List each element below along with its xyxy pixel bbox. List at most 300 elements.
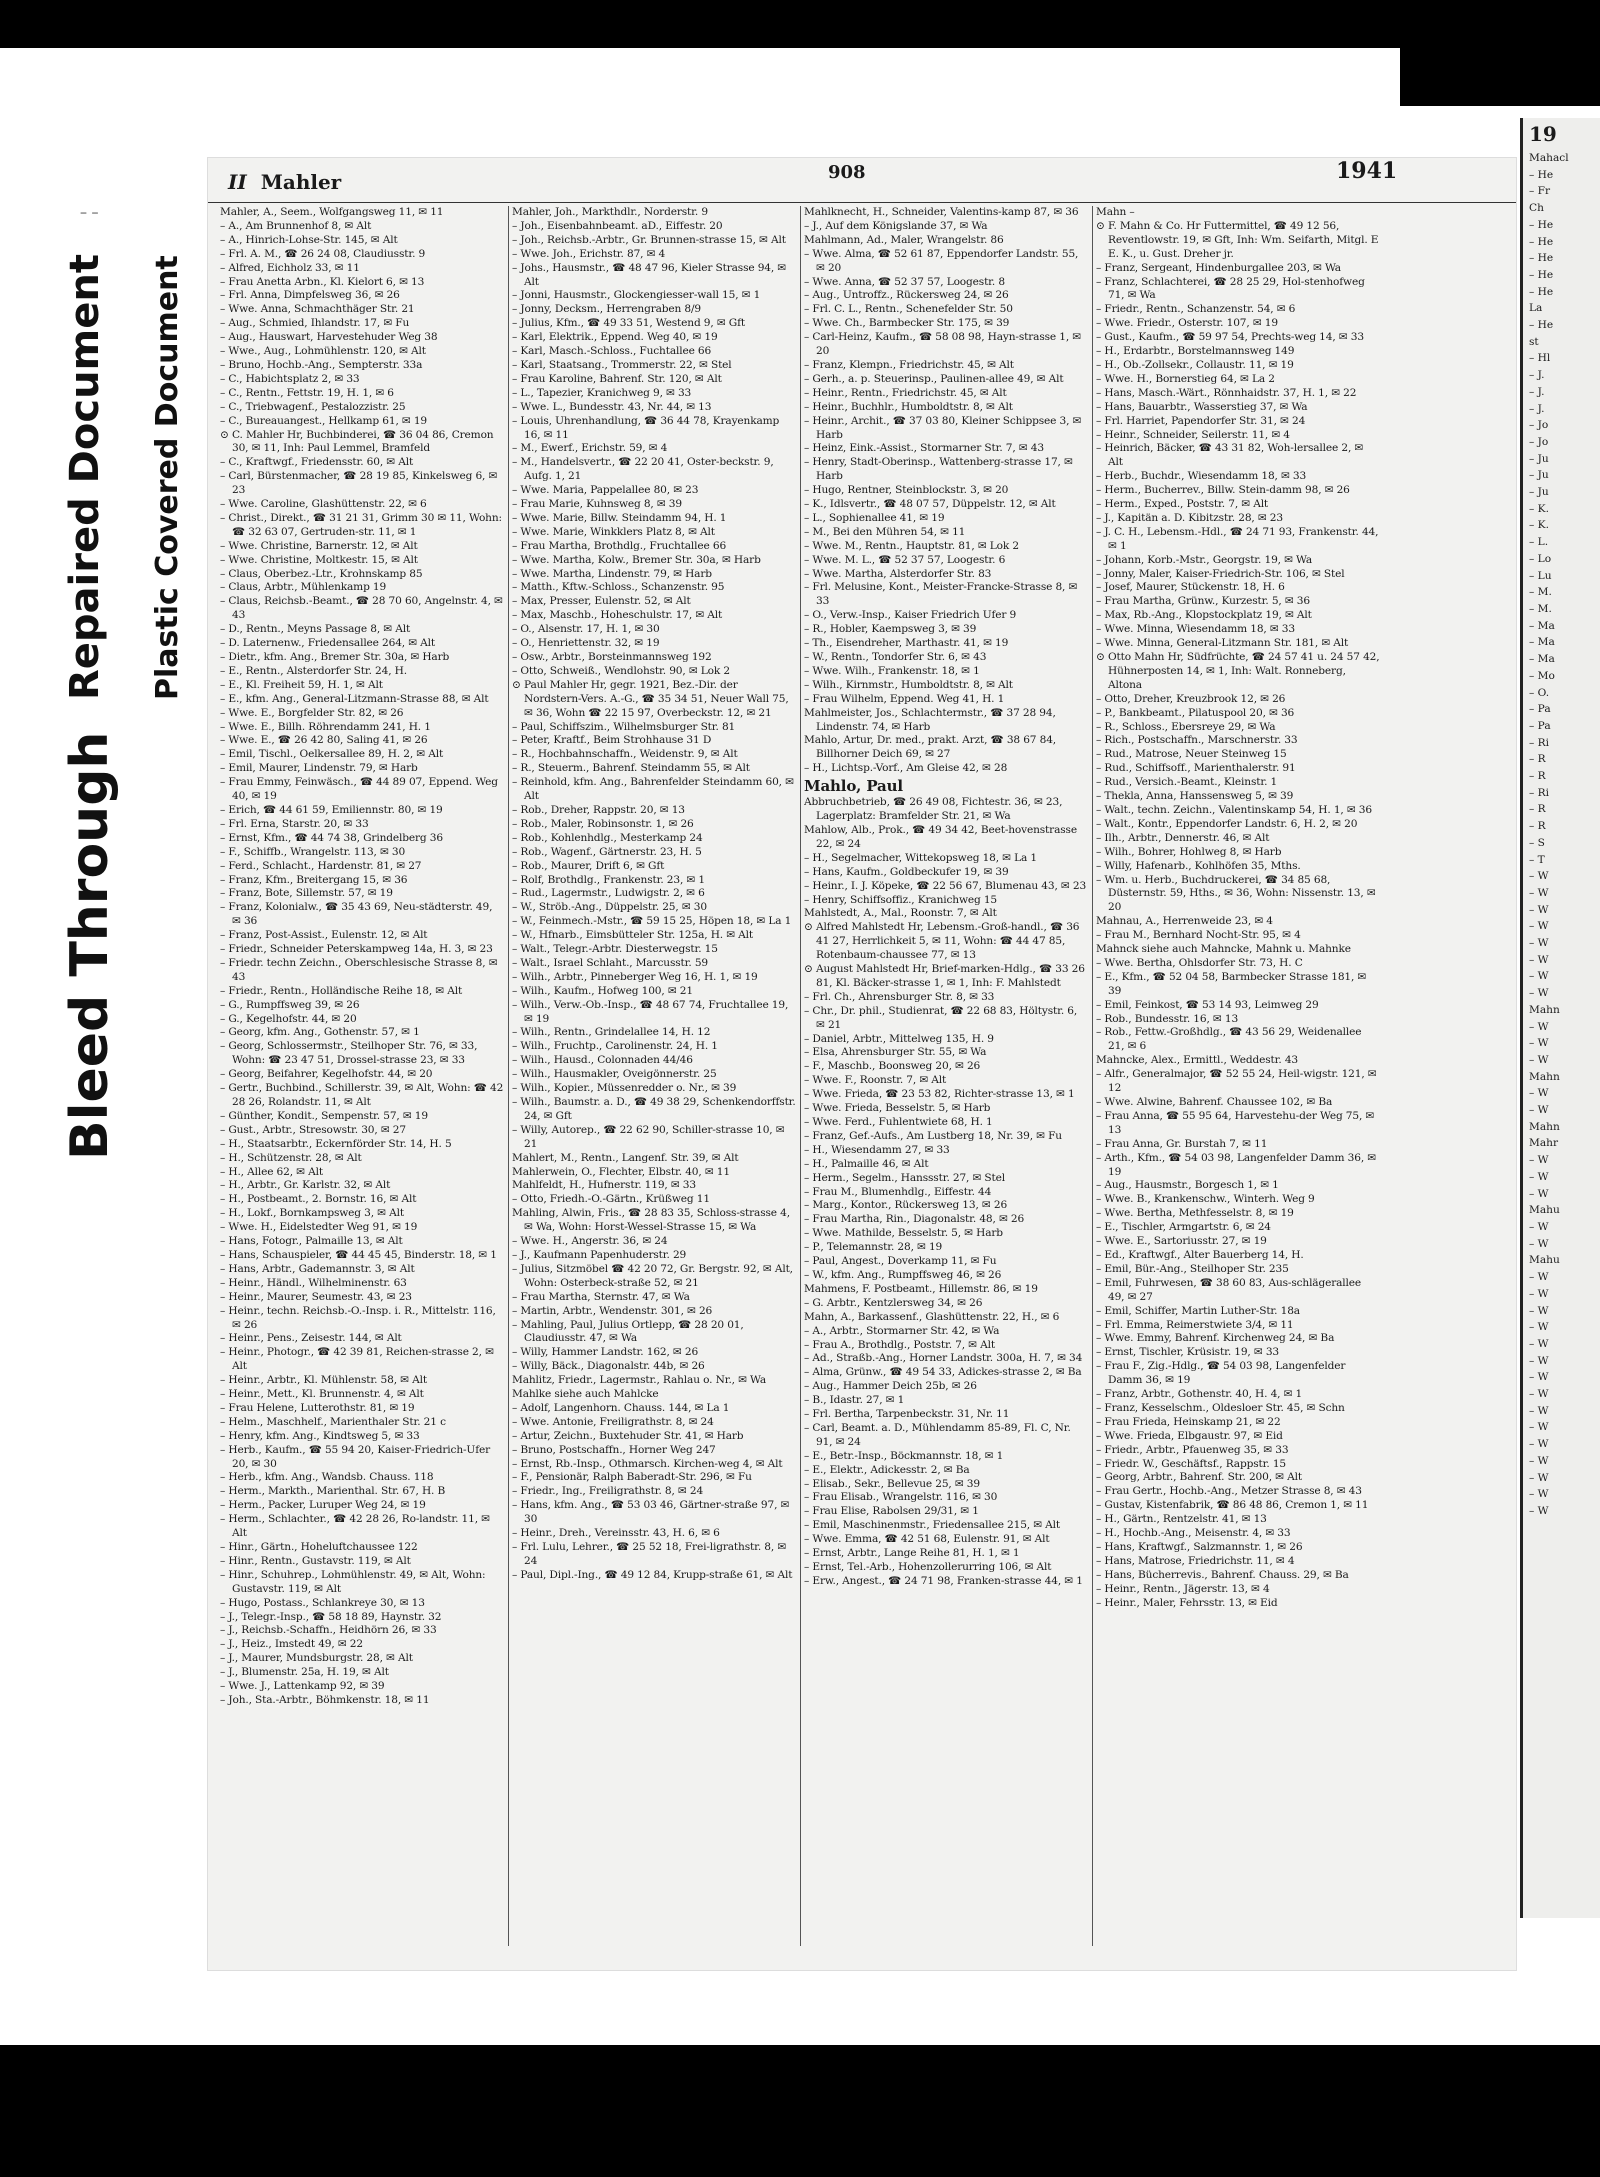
directory-entry: – Rob., Maler, Robinsonstr. 1, ✉ 26 xyxy=(512,817,694,830)
directory-entry: – Herm., Exped., Poststr. 7, ✉ Alt xyxy=(1096,498,1269,511)
directory-entry: – Wwe. Ferd., Fuhlentwiete 68, H. 1 xyxy=(804,1116,993,1128)
directory-entry: ⊙ Otto Mahn Hr, Südfrüchte, ☎ 24 57 41 u. 24 57 42, Hühnerposten 14, ✉ 1, Inh: Walt. Ronneberg, Altona xyxy=(1096,651,1380,691)
adjacent-line: – K. xyxy=(1529,502,1549,515)
directory-entry: – Gerh., a. p. Steuerinsp., Paulinen-allee 49, ✉ Alt xyxy=(804,372,1064,385)
directory-entry: – Heinr., Rentn., Friedrichstr. 45, ✉ Alt xyxy=(804,386,1007,399)
directory-entry: – Wilh., Kirnmstr., Humboldtstr. 8, ✉ Alt xyxy=(804,678,1013,691)
directory-entry: – E., Tischler, Armgartstr. 6, ✉ 24 xyxy=(1096,1221,1271,1234)
directory-entry: – Friedr. W., Geschäftsf., Rappstr. 15 xyxy=(1096,1457,1286,1470)
directory-entry: – Wilh., Arbtr., Pinneberger Weg 16, H. 1, ✉ 19 xyxy=(512,970,758,983)
directory-entry: – Emil, Fuhrwesen, ☎ 38 60 83, Aus-schlägerallee 49, ✉ 27 xyxy=(1096,1276,1362,1303)
directory-entry: – Heinr., Mett., Kl. Brunnenstr. 4, ✉ Alt xyxy=(220,1388,424,1401)
adjacent-line: – Mo xyxy=(1529,669,1555,682)
directory-entry: – Wwe. Maria, Pappelallee 80, ✉ 23 xyxy=(512,484,699,497)
directory-entry: Mahlfeldt, H., Hufnerstr. 119, ✉ 33 xyxy=(512,1179,696,1192)
directory-entry: – Frau Gertr., Hochb.-Ang., Metzer Strasse 8, ✉ 43 xyxy=(1096,1485,1362,1498)
directory-entry: – Wilh., Hausmakler, Oveigönnerstr. 25 xyxy=(512,1068,717,1081)
adjacent-page-strip xyxy=(1520,118,1600,1918)
adjacent-line: Mahn xyxy=(1529,1070,1560,1083)
directory-entry: – Rud., Schiffsoff., Marienthalerstr. 91 xyxy=(1096,762,1296,775)
directory-entry: – E., Betr.-Insp., Böckmannstr. 18, ✉ 1 xyxy=(804,1449,1004,1462)
adjacent-line: – R xyxy=(1529,803,1546,816)
directory-entry: Mahlknecht, H., Schneider, Valentins-kamp 87, ✉ 36 xyxy=(804,206,1079,218)
adjacent-line: – He xyxy=(1529,168,1554,181)
directory-entry: – Franz, Schlachterei, ☎ 28 25 29, Hol-stenhofweg 71, ✉ Wa xyxy=(1096,275,1365,302)
directory-entry: – Frau Marie, Kuhnsweg 8, ✉ 39 xyxy=(512,498,682,511)
directory-entry: – Willy, Bäck., Diagonalstr. 44b, ✉ 26 xyxy=(512,1360,705,1373)
directory-entry: – H., Schützenstr. 28, ✉ Alt xyxy=(220,1151,362,1164)
directory-entry: – Alfr., Generalmajor, ☎ 52 55 24, Heil-wigstr. 121, ✉ 12 xyxy=(1096,1068,1377,1095)
adjacent-line: – Fr xyxy=(1529,185,1551,198)
directory-entry: – E., Kfm., ☎ 52 04 58, Barmbecker Strasse 181, ✉ 39 xyxy=(1096,970,1367,997)
directory-entry: – Hugo, Rentner, Steinblockstr. 3, ✉ 20 xyxy=(804,484,1009,497)
directory-entry: – Ernst, Tel.-Arb., Hohenzollerurring 106, ✉ Alt xyxy=(804,1561,1052,1573)
directory-entry: – Rud., Lagermstr., Ludwigstr. 2, ✉ 6 xyxy=(512,887,705,900)
directory-entry: – Friedr. techn Zeichn., Oberschlesische Strasse 8, ✉ 43 xyxy=(220,956,498,983)
directory-entry: – Franz, Arbtr., Gothenstr. 40, H. 4, ✉ 1 xyxy=(1096,1388,1303,1401)
directory-entry: – W., Hfnarb., Eimsbütteler Str. 125a, H. ✉ Alt xyxy=(512,929,754,942)
directory-entry: – Louis, Uhrenhandlung, ☎ 36 44 78, Krayenkamp 16, ✉ 11 xyxy=(512,414,780,441)
adjacent-line: – He xyxy=(1529,235,1554,248)
directory-entry: – Gertr., Buchbind., Schillerstr. 39, ✉ Alt, Wohn: ☎ 42 28 26, Rolandstr. 11, ✉ Alt xyxy=(220,1082,504,1108)
directory-entry: – Frl. Melusine, Kont., Meister-Francke-Strasse 8, ✉ 33 xyxy=(804,581,1078,608)
directory-entry: – Henry, Stadt-Oberinsp., Wattenberg-strasse 17, ✉ Harb xyxy=(804,456,1073,483)
directory-entry: – Frau Emmy, Feinwäsch., ☎ 44 89 07, Eppend. Weg 40, ✉ 19 xyxy=(220,776,498,803)
directory-entry: – Frau Martha, Sternstr. 47, ✉ Wa xyxy=(512,1290,690,1303)
adjacent-line: – W xyxy=(1529,1287,1549,1300)
directory-entry: – Wwe., Aug., Lohmühlenstr. 120, ✉ Alt xyxy=(220,345,426,358)
directory-entry: – Carl, Bürstenmacher, ☎ 28 19 85, Kinkelsweg 6, ✉ 23 xyxy=(220,470,498,497)
column-1 xyxy=(220,206,504,1956)
directory-entry: – Wwe. M., Rentn., Hauptstr. 81, ✉ Lok 2 xyxy=(804,539,1019,552)
directory-entry: – Gust., Arbtr., Stresowstr. 30, ✉ 27 xyxy=(220,1123,406,1136)
adjacent-line: – Ma xyxy=(1529,653,1555,666)
directory-entry: – Wwe. Minna, General-Litzmann Str. 181, ✉ Alt xyxy=(1096,637,1349,650)
adjacent-line: Mahacl xyxy=(1529,152,1569,164)
directory-entry: – Herm., Markth., Marienthal. Str. 67, H. B xyxy=(220,1485,446,1498)
directory-entry: – Matth., Kftw.-Schloss., Schanzenstr. 95 xyxy=(512,581,725,594)
scan-border-top xyxy=(0,0,1600,48)
directory-entry: – Wilh., Kopier., Müssenredder o. Nr., ✉ 39 xyxy=(512,1082,737,1095)
directory-entry: – R., Steuerm., Bahrenf. Steindamm 55, ✉ Alt xyxy=(512,762,750,775)
directory-entry: – Heinr., Archit., ☎ 37 03 80, Kleiner Schippsee 3, ✉ Harb xyxy=(804,414,1082,441)
directory-entry: – Wwe. Alma, ☎ 52 61 87, Eppendorfer Landstr. 55, ✉ 20 xyxy=(804,247,1079,274)
adjacent-line: – W xyxy=(1529,1187,1549,1200)
directory-entry: – J., Maurer, Mundsburgstr. 28, ✉ Alt xyxy=(220,1652,413,1665)
directory-entry: – Rob., Maurer, Drift 6, ✉ Gft xyxy=(512,859,665,872)
directory-entry: – H., Lichtsp.-Vorf., Am Gleise 42, ✉ 28 xyxy=(804,762,1008,775)
directory-entry: – Friedr., Rentn., Holländische Reihe 18, ✉ Alt xyxy=(220,984,463,997)
directory-entry: – Elsa, Ahrensburger Str. 55, ✉ Wa xyxy=(804,1046,987,1059)
directory-entry: – Heinz, Eink.-Assist., Stormarner Str. 7, ✉ 43 xyxy=(804,442,1044,455)
directory-entry: – L., Sophienallee 41, ✉ 19 xyxy=(804,511,945,524)
directory-entry: – Frl. C. L., Rentn., Schenefelder Str. 50 xyxy=(804,303,1013,316)
directory-entry: – Wwe. Ch., Barmbecker Str. 175, ✉ 39 xyxy=(804,317,1010,330)
directory-entry: – Wwe. Marie, Winkklers Platz 8, ✉ Alt xyxy=(512,525,715,538)
directory-entry: – Paul, Angest., Doverkamp 11, ✉ Fu xyxy=(804,1255,997,1268)
directory-entry: – Arth., Kfm., ☎ 54 03 98, Langenfelder Damm 36, ✉ 19 xyxy=(1096,1151,1376,1178)
directory-entry: – Aug., Schmied, Ihlandstr. 17, ✉ Fu xyxy=(220,317,410,330)
adjacent-line: – Ju xyxy=(1529,469,1549,482)
directory-entry: – Rob., Kohlenhdlg., Mesterkamp 24 xyxy=(512,831,703,844)
adjacent-line: La xyxy=(1529,302,1543,315)
directory-entry: – G., Rumpffsweg 39, ✉ 26 xyxy=(220,998,360,1011)
directory-entry: – Wilh., Verw.-Ob.-Insp., ☎ 48 67 74, Fruchtallee 19, ✉ 19 xyxy=(512,998,789,1025)
adjacent-line: – J. xyxy=(1529,385,1545,398)
directory-entry: – H., Lokf., Bornkampsweg 3, ✉ Alt xyxy=(220,1207,404,1220)
adjacent-line: Mahu xyxy=(1529,1254,1560,1267)
running-head xyxy=(228,170,341,194)
directory-entry: – Georg, Arbtr., Bahrenf. Str. 200, ✉ Alt xyxy=(1096,1471,1302,1484)
directory-entry: – Ernst, Kfm., ☎ 44 74 38, Grindelberg 36 xyxy=(220,831,443,844)
directory-entry: – Wwe. Bertha, Ohlsdorfer Str. 73, H. C xyxy=(1096,956,1303,969)
directory-entry: Mahler, A., Seem., Wolfgangsweg 11, ✉ 11 xyxy=(220,206,444,218)
directory-entry: ⊙ August Mahlstedt Hr, Brief-marken-Hdlg., ☎ 33 26 81, Kl. Bäcker-strasse 1, ✉ 1, Inh: F. Mahlstedt xyxy=(804,963,1085,989)
directory-entry: – Henry, kfm. Ang., Kindtsweg 5, ✉ 33 xyxy=(220,1429,420,1442)
adjacent-line: – J. xyxy=(1529,402,1545,415)
directory-entry: – Heinrich, Bäcker, ☎ 43 31 82, Woh-lersallee 2, ✉ Alt xyxy=(1096,442,1364,469)
directory-entry: – Joh., Reichsb.-Arbtr., Gr. Brunnen-strasse 15, ✉ Alt xyxy=(512,233,786,246)
directory-entry: Mahlmeister, Jos., Schlachtermstr., ☎ 37 28 94, Lindenstr. 74, ✉ Harb xyxy=(804,706,1056,733)
directory-entry: – Wwe. Alwine, Bahrenf. Chaussee 102, ✉ Ba xyxy=(1096,1096,1333,1108)
directory-entry: ⊙ F. Mahn & Co. Hr Futtermittel, ☎ 49 12 56, Reventlowstr. 19, ✉ Gft, Inh: Wm. Seifarth, Mitgl. E E. K., u. Gust. Dreher jr. xyxy=(1096,219,1379,260)
directory-entry: – Emil, Schiffer, Martin Luther-Str. 18a xyxy=(1096,1304,1300,1317)
directory-entry: – Hans, kfm. Ang., ☎ 53 03 46, Gärtner-straße 97, ✉ 30 xyxy=(512,1499,790,1526)
label-repaired-document: Repaired Document xyxy=(62,254,108,700)
directory-entry: – Wwe. Christine, Barnerstr. 12, ✉ Alt xyxy=(220,539,418,552)
directory-entry: – Marg., Kontor., Rückersweg 13, ✉ 26 xyxy=(804,1199,1008,1212)
directory-entry: – Claus, Arbtr., Mühlenkamp 19 xyxy=(220,581,387,594)
directory-entry: – Max, Presser, Eulenstr. 52, ✉ Alt xyxy=(512,595,691,608)
directory-entry: – A., Am Brunnenhof 8, ✉ Alt xyxy=(220,219,372,232)
directory-entry: – Willy, Hammer Landstr. 162, ✉ 26 xyxy=(512,1346,699,1359)
running-head-name: Mahler xyxy=(260,170,342,194)
directory-entry: – Emil, Tischl., Oelkersallee 89, H. 2, ✉ Alt xyxy=(220,748,444,761)
directory-entry: – Otto, Schweiß., Wendlohstr. 90, ✉ Lok 2 xyxy=(512,664,730,677)
directory-entry: – Ernst, Rb.-Insp., Othmarsch. Kirchen-weg 4, ✉ Alt xyxy=(512,1457,783,1470)
directory-entry: – Wwe. Wilh., Frankenstr. 18, ✉ 1 xyxy=(804,664,980,677)
directory-entry: – H., Postbeamt., 2. Bornstr. 16, ✉ Alt xyxy=(220,1193,417,1206)
directory-entry: – C., Habichtsplatz 2, ✉ 33 xyxy=(220,372,360,385)
adjacent-line: – He xyxy=(1529,268,1554,281)
directory-entry: – B., Idastr. 27, ✉ 1 xyxy=(804,1394,905,1407)
directory-entry: – A., Arbtr., Stormarner Str. 42, ✉ Wa xyxy=(804,1324,1000,1337)
directory-entry: – Wwe. Minna, Wiesendamm 18, ✉ 33 xyxy=(1096,623,1295,636)
directory-entry: – Wwe. Marie, Billw. Steindamm 94, H. 1 xyxy=(512,511,727,524)
directory-entry: – Mahling, Paul, Julius Ortlepp, ☎ 28 20 01, Claudiusstr. 47, ✉ Wa xyxy=(512,1318,744,1345)
directory-entry: – Frau Martha, Brothdlg., Fruchtallee 66 xyxy=(512,539,727,552)
directory-entry: – Frau Helene, Lutterothstr. 81, ✉ 19 xyxy=(220,1401,415,1414)
directory-entry: – J., Telegr.-Insp., ☎ 58 18 89, Haynstr. 32 xyxy=(220,1610,442,1623)
directory-entry: – Wwe. E., ☎ 26 42 80, Saling 41, ✉ 26 xyxy=(220,734,428,747)
directory-entry: – Wwe. E., Borgfelder Str. 82, ✉ 26 xyxy=(220,706,404,719)
directory-entry: – Wwe. Emma, ☎ 42 51 68, Eulenstr. 91, ✉ Alt xyxy=(804,1533,1050,1546)
directory-entry: – Frau Karoline, Bahrenf. Str. 120, ✉ Alt xyxy=(512,372,722,385)
directory-entry: – Wwe. Christine, Moltkestr. 15, ✉ Alt xyxy=(220,553,418,566)
adjacent-line: – W xyxy=(1529,870,1549,883)
directory-entry: – Otto, Friedh.-O.-Gärtn., Krüßweg 11 xyxy=(512,1193,710,1206)
directory-entry: – E., Kl. Freiheit 59, H. 1, ✉ Alt xyxy=(220,678,383,691)
directory-entry: – Herb., Kaufm., ☎ 55 94 20, Kaiser-Friedrich-Ufer 20, ✉ 30 xyxy=(220,1443,491,1470)
directory-entry: – Hans, Schauspieler, ☎ 44 45 45, Binderstr. 18, ✉ 1 xyxy=(220,1248,497,1261)
adjacent-line: – W xyxy=(1529,1321,1549,1334)
adjacent-line: – W xyxy=(1529,987,1549,1000)
directory-entry: – Friedr., Schneider Peterskampweg 14a, H. 3, ✉ 23 xyxy=(220,943,493,956)
directory-entry: – W., Rentn., Tondorfer Str. 6, ✉ 43 xyxy=(804,651,987,663)
directory-entry: – Daniel, Arbtr., Mittelweg 135, H. 9 xyxy=(804,1032,994,1045)
directory-entry: – Johs., Hausmstr., ☎ 48 47 96, Kieler Strasse 94, ✉ Alt xyxy=(512,261,787,288)
adjacent-line: – Ri xyxy=(1529,786,1550,799)
adjacent-line: Ch xyxy=(1529,202,1544,215)
directory-entry: – Franz, Sergeant, Hindenburgallee 203, ✉ Wa xyxy=(1096,261,1341,274)
directory-entry: – Wwe. Frieda, Besselstr. 5, ✉ Harb xyxy=(804,1102,991,1115)
adjacent-line: – Ri xyxy=(1529,736,1550,749)
directory-entry: – Artur, Zeichn., Buxtehuder Str. 41, ✉ Harb xyxy=(512,1429,744,1442)
directory-entry: – Wilh., Kaufm., Hofweg 100, ✉ 21 xyxy=(512,984,693,997)
directory-entry: – Herm., Bucherrev., Billw. Stein-damm 98, ✉ 26 xyxy=(1096,484,1350,497)
column-2 xyxy=(512,206,796,1956)
directory-entry: – R., Hochbahnschaffn., Weidenstr. 9, ✉ Alt xyxy=(512,748,738,761)
directory-entry: – Friedr., Ing., Freiligrathstr. 8, ✉ 24 xyxy=(512,1485,704,1498)
directory-entry: – Wwe. L., Bundesstr. 43, Nr. 44, ✉ 13 xyxy=(512,400,712,413)
adjacent-line: – Jo xyxy=(1529,435,1549,448)
directory-entry: – Heinr., Händl., Wilhelminenstr. 63 xyxy=(220,1276,407,1289)
directory-entry: – Erw., Angest., ☎ 24 71 98, Franken-strasse 44, ✉ 1 xyxy=(804,1574,1083,1587)
section-numeral: II xyxy=(228,170,247,194)
directory-entry: – Wwe. Mathilde, Besselstr. 5, ✉ Harb xyxy=(804,1227,1003,1240)
directory-entry: – Frl. A. M., ☎ 26 24 08, Claudiusstr. 9 xyxy=(220,247,426,260)
directory-entry: Mahlstedt, A., Mal., Roonstr. 7, ✉ Alt xyxy=(804,907,997,920)
directory-entry: – Heinr., Rentn., Jägerstr. 13, ✉ 4 xyxy=(1096,1582,1270,1595)
adjacent-line: – W xyxy=(1529,1504,1549,1517)
column-rule xyxy=(800,206,801,1946)
directory-entry: – Joh., Sta.-Arbtr., Böhmkenstr. 18, ✉ 11 xyxy=(220,1693,430,1706)
column-4 xyxy=(1096,206,1380,1956)
directory-entry: – Frau Elise, Rabolsen 29/31, ✉ 1 xyxy=(804,1505,979,1518)
adjacent-line: – W xyxy=(1529,1304,1549,1317)
directory-entry: – Georg, Beifahrer, Kegelhofstr. 44, ✉ 20 xyxy=(220,1068,433,1081)
directory-entry: – Frau F., Zig.-Hdlg., ☎ 54 03 98, Langenfelder Damm 36, ✉ 19 xyxy=(1096,1360,1346,1387)
directory-entry: – H., Wiesendamm 27, ✉ 33 xyxy=(804,1143,950,1156)
directory-entry: – Rob., Dreher, Rappstr. 20, ✉ 13 xyxy=(512,803,685,816)
directory-entry: – Heinr., techn. Reichsb.-O.-Insp. i. R., Mittelstr. 116, ✉ 26 xyxy=(220,1304,496,1331)
adjacent-line: – W xyxy=(1529,1087,1549,1100)
directory-entry: – Franz, Kesselschm., Oldesloer Str. 45, ✉ Schn xyxy=(1096,1401,1345,1414)
directory-entry: – Peter, Kraftf., Beim Strohhause 31 D xyxy=(512,734,712,747)
adjacent-line: – Lu xyxy=(1529,569,1552,582)
directory-entry: – Rob., Wagenf., Gärtnerstr. 23, H. 5 xyxy=(512,845,702,858)
directory-entry: Mahlert, M., Rentn., Langenf. Str. 39, ✉ Alt xyxy=(512,1151,739,1164)
directory-entry: – Ed., Kraftwgf., Alter Bauerberg 14, H. xyxy=(1096,1248,1304,1261)
directory-entry: – D., Rentn., Meyns Passage 8, ✉ Alt xyxy=(220,623,411,636)
adjacent-line: Mahn xyxy=(1529,1120,1560,1133)
directory-entry: – P., Bankbeamt., Pilatuspool 20, ✉ 36 xyxy=(1096,706,1295,719)
directory-entry: – Wwe. Friedr., Osterstr. 107, ✉ 19 xyxy=(1096,317,1278,330)
directory-entry: – Frau Wilhelm, Eppend. Weg 41, H. 1 xyxy=(804,692,1005,705)
directory-entry: – C., Triebwagenf., Pestalozzistr. 25 xyxy=(220,400,406,413)
directory-entry: – Emil, Feinkost, ☎ 53 14 93, Leimweg 29 xyxy=(1096,998,1319,1011)
directory-entry: Abbruchbetrieb, ☎ 26 49 08, Fichtestr. 36, ✉ 23, Lagerplatz: Bramfelder Str. 21, ✉ Wa xyxy=(804,796,1063,823)
directory-entry: – D. Laternenw., Friedensallee 264, ✉ Alt xyxy=(220,637,436,650)
adjacent-line: – Pa xyxy=(1529,719,1551,732)
adjacent-line: Mahu xyxy=(1529,1204,1560,1217)
directory-entry: – Heinr., Pens., Zeisestr. 144, ✉ Alt xyxy=(220,1332,402,1345)
directory-entry: – M., Bei den Mühren 54, ✉ 11 xyxy=(804,525,966,538)
adjacent-line: – M. xyxy=(1529,586,1552,599)
directory-entry: ⊙ Paul Mahler Hr, gegr. 1921, Bez.-Dir. der Nordstern-Vers. A.-G., ☎ 35 34 51, Neuer Wall 75, ✉ 36, Wohn ☎ 22 15 97, Overbeckstr. 12, ✉ 21 xyxy=(512,678,789,719)
adjacent-line: – W xyxy=(1529,1020,1549,1033)
page-header xyxy=(208,158,1516,203)
adjacent-line: – T xyxy=(1529,853,1545,866)
directory-entry: – F., Maschb., Boonsweg 20, ✉ 26 xyxy=(804,1060,981,1073)
directory-entry: – Osw., Arbtr., Borsteinmannsweg 192 xyxy=(512,651,712,663)
directory-entry: – Heinr., Photogr., ☎ 42 39 81, Reichen-strasse 2, ✉ Alt xyxy=(220,1346,494,1373)
directory-entry: Mahler, Joh., Markthdlr., Norderstr. 9 xyxy=(512,206,708,218)
directory-entry: – Max, Maschb., Hoheschulstr. 17, ✉ Alt xyxy=(512,609,723,622)
directory-entry: – J., Auf dem Königslande 37, ✉ Wa xyxy=(804,219,988,232)
directory-entry: – Rud., Versich.-Beamt., Kleinstr. 1 xyxy=(1096,776,1278,789)
directory-entry: – Martin, Arbtr., Wendenstr. 301, ✉ 26 xyxy=(512,1304,713,1317)
directory-entry: – Wwe. F., Roonstr. 7, ✉ Alt xyxy=(804,1074,947,1087)
directory-entry: ⊙ C. Mahler Hr, Buchbinderei, ☎ 36 04 86, Cremon 30, ✉ 11, Inh: Paul Lemmel, Bramfeld xyxy=(220,428,494,455)
directory-entry: – Wilh., Baumstr. a. D., ☎ 49 38 29, Schenkendorffstr. 24, ✉ Gft xyxy=(512,1096,796,1122)
directory-entry: – Helm., Maschhelf., Marienthaler Str. 21 c xyxy=(220,1415,446,1428)
directory-entry: – Wwe. Martha, Lindenstr. 79, ✉ Harb xyxy=(512,567,712,580)
adjacent-line: – R xyxy=(1529,820,1546,833)
directory-entry: – Heinr., Dreh., Vereinsstr. 43, H. 6, ✉ 6 xyxy=(512,1527,720,1540)
directory-entry: – Heinr., Arbtr., Kl. Mühlenstr. 58, ✉ Alt xyxy=(220,1374,427,1387)
directory-entry: – Max, Rb.-Ang., Klopstockplatz 19, ✉ Alt xyxy=(1096,609,1312,622)
directory-entry: – Emil, Bür.-Ang., Steilhoper Str. 235 xyxy=(1096,1262,1289,1275)
adjacent-line: – J. xyxy=(1529,369,1545,382)
directory-entry: – Henry, Schiffsoffiz., Kranichweg 15 xyxy=(804,893,998,906)
adjacent-line: – W xyxy=(1529,1371,1549,1384)
directory-entry: – Elisab., Sekr., Bellevue 25, ✉ 39 xyxy=(804,1477,980,1490)
directory-entry: – Frau Anetta Arbn., Kl. Kielort 6, ✉ 13 xyxy=(220,275,425,288)
directory-entry: – Heinr., Maler, Fehrsstr. 13, ✉ Eid xyxy=(1096,1596,1278,1609)
adjacent-line: – S xyxy=(1529,836,1545,849)
directory-entry: – W., Ströb.-Ang., Düppelstr. 25, ✉ 30 xyxy=(512,901,707,914)
directory-entry: Mahn – xyxy=(1096,206,1135,218)
directory-entry: – C., Kraftwgf., Friedensstr. 60, ✉ Alt xyxy=(220,456,414,469)
directory-entry: – Wilh., Bohrer, Hohlweg 8, ✉ Harb xyxy=(1096,845,1282,858)
adjacent-line: st xyxy=(1529,335,1539,348)
directory-entry: – Claus, Reichsb.-Beamt., ☎ 28 70 60, Angelnstr. 4, ✉ 43 xyxy=(220,595,503,622)
scan-border-corner xyxy=(1400,48,1600,106)
directory-entry: – Hinr., Rentn., Gustavstr. 119, ✉ Alt xyxy=(220,1554,411,1567)
adjacent-line: – He xyxy=(1529,285,1554,298)
directory-entry: – L., Tapezier, Kranichweg 9, ✉ 33 xyxy=(512,386,692,399)
directory-entry: – Wwe. Antonie, Freiligrathstr. 8, ✉ 24 xyxy=(512,1415,714,1428)
directory-entry: – J., Blumenstr. 25a, H. 19, ✉ Alt xyxy=(220,1666,389,1679)
adjacent-line: – Ju xyxy=(1529,452,1549,465)
directory-entry: – Hans, Arbtr., Gademannstr. 3, ✉ Alt xyxy=(220,1262,415,1275)
directory-entry: – H., Palmaille 46, ✉ Alt xyxy=(804,1157,929,1170)
directory-entry: – Emil, Maurer, Lindenstr. 79, ✉ Harb xyxy=(220,762,418,775)
directory-entry: – Alma, Grünw., ☎ 49 54 33, Adickes-strasse 2, ✉ Ba xyxy=(804,1366,1082,1379)
directory-entry: – Aug., Untroffz., Rückersweg 24, ✉ 26 xyxy=(804,289,1009,302)
scan-border-bottom xyxy=(0,2045,1600,2177)
directory-entry: – Hans, Bücherrevis., Bahrenf. Chauss. 29, ✉ Ba xyxy=(1096,1568,1349,1581)
directory-entry: – Wilh., Hausd., Colonnaden 44/46 xyxy=(512,1054,693,1067)
adjacent-line: – R xyxy=(1529,770,1546,783)
directory-entry: – Wilh., Fruchtp., Carolinenstr. 24, H. 1 xyxy=(512,1040,718,1053)
directory-entry: – Rud., Matrose, Neuer Steinweg 15 xyxy=(1096,748,1287,761)
adjacent-line: – W xyxy=(1529,1237,1549,1250)
adjacent-line: – W xyxy=(1529,903,1549,916)
directory-entry: – Gustav, Kistenfabrik, ☎ 86 48 86, Cremon 1, ✉ 11 xyxy=(1096,1499,1369,1512)
directory-entry: – Wwe. Bertha, Methfesselstr. 8, ✉ 19 xyxy=(1096,1207,1294,1220)
directory-entry: – E., Elektr., Adickesstr. 2, ✉ Ba xyxy=(804,1463,970,1476)
directory-entry: – Hans, Matrose, Friedrichstr. 11, ✉ 4 xyxy=(1096,1554,1295,1567)
directory-entry: – Georg, kfm. Ang., Gothenstr. 57, ✉ 1 xyxy=(220,1026,420,1039)
directory-entry: – Wwe. M. L., ☎ 52 37 57, Loogestr. 6 xyxy=(804,553,1006,566)
directory-entry: – Wilh., Rentn., Grindelallee 14, H. 12 xyxy=(512,1026,711,1039)
adjacent-line: – Ma xyxy=(1529,636,1555,649)
directory-entry: – R., Hobler, Kaempsweg 3, ✉ 39 xyxy=(804,623,977,636)
directory-entry: – Franz, Kolonialw., ☎ 35 43 69, Neu-städterstr. 49, ✉ 36 xyxy=(220,901,493,928)
directory-entry: – Gust., Kaufm., ☎ 59 97 54, Prechts-weg 14, ✉ 33 xyxy=(1096,331,1364,344)
directory-entry: – Wwe. Joh., Erichstr. 87, ✉ 4 xyxy=(512,247,666,260)
directory-entry: – Friedr., Rentn., Schanzenstr. 54, ✉ 6 xyxy=(1096,303,1296,316)
directory-entry: – Carl, Beamt. a. D., Mühlendamm 85-89, Fl. C, Nr. 91, ✉ 24 xyxy=(804,1421,1071,1448)
directory-entry: – Walt., Kontr., Eppendorfer Landstr. 6, H. 2, ✉ 20 xyxy=(1096,817,1358,830)
directory-entry: – Hans, Kaufm., Goldbeckufer 19, ✉ 39 xyxy=(804,865,1009,878)
directory-entry: – Ernst, Tischler, Krüsistr. 19, ✉ 33 xyxy=(1096,1346,1279,1359)
directory-entry: – Hugo, Postass., Schlankreye 30, ✉ 13 xyxy=(220,1596,425,1609)
adjacent-line: – W xyxy=(1529,1271,1549,1284)
directory-entry: – Herm., Segelm., Hanssstr. 27, ✉ Stel xyxy=(804,1171,1006,1184)
directory-entry: – Franz, Gef.-Aufs., Am Lustberg 18, Nr. 39, ✉ Fu xyxy=(804,1129,1062,1142)
directory-entry: – Erich, ☎ 44 61 59, Emiliennstr. 80, ✉ 19 xyxy=(220,803,443,816)
directory-entry: – Heinr., Schneider, Seilerstr. 11, ✉ 4 xyxy=(1096,428,1290,441)
directory-entry: – Wwe. H., Bornerstieg 64, ✉ La 2 xyxy=(1096,372,1275,385)
directory-entry: – Thekla, Anna, Hanssensweg 5, ✉ 39 xyxy=(1096,790,1294,803)
directory-entry: Mahling, Alwin, Fris., ☎ 28 83 35, Schloss-strasse 4, ✉ Wa, Wohn: Horst-Wessel-Strasse 15, ✉ Wa xyxy=(512,1207,790,1234)
directory-entry: – Julius, Kfm., ☎ 49 33 51, Westend 9, ✉ Gft xyxy=(512,317,745,330)
directory-entry: – Otto, Dreher, Kreuzbrook 12, ✉ 26 xyxy=(1096,692,1286,705)
adjacent-line: – L. xyxy=(1529,536,1549,549)
directory-entry: – Heinr., Maurer, Seumestr. 43, ✉ 23 xyxy=(220,1290,412,1303)
directory-entry: Mahnck siehe auch Mahncke, Mahnk u. Mahnke xyxy=(1096,943,1351,956)
directory-entry: – Wwe. Anna, ☎ 52 37 57, Loogestr. 8 xyxy=(804,275,1005,288)
directory-entry: – Wwe. B., Krankenschw., Winterh. Weg 9 xyxy=(1096,1193,1315,1206)
directory-entry: – Th., Eisendreher, Marthastr. 41, ✉ 19 xyxy=(804,637,1009,650)
directory-entry: – Frau Martha, Rin., Diagonalstr. 48, ✉ 26 xyxy=(804,1213,1025,1226)
directory-entry: – Hans, Bauarbtr., Wasserstieg 37, ✉ Wa xyxy=(1096,400,1308,413)
directory-entry: – Heinr., Buchhlr., Humboldtstr. 8, ✉ Alt xyxy=(804,400,1013,413)
adjacent-line: – W xyxy=(1529,1037,1549,1050)
column-rule xyxy=(508,206,509,1946)
directory-entry: – Christ., Direkt., ☎ 31 21 31, Grimm 30 ✉ 11, Wohn: ☎ 32 63 07, Gertruden-str. 11, ✉ 1 xyxy=(220,511,502,538)
adjacent-line: – K. xyxy=(1529,519,1549,532)
directory-entry: – H., Ob.-Zollsekr., Collaustr. 11, ✉ 19 xyxy=(1096,358,1294,371)
adjacent-line: – He xyxy=(1529,218,1554,231)
directory-entry: – Günther, Kondit., Sempenstr. 57, ✉ 19 xyxy=(220,1109,428,1122)
adjacent-line: – W xyxy=(1529,1388,1549,1401)
directory-entry: – Heinr., I. J. Köpeke, ☎ 22 56 67, Blumenau 43, ✉ 23 xyxy=(804,879,1087,892)
directory-entry: – K., Idlsvertr., ☎ 48 07 57, Düppelstr. 12, ✉ Alt xyxy=(804,498,1056,511)
directory-entry: – Walt., Israel Schlaht., Marcusstr. 59 xyxy=(512,956,708,969)
directory-entry: – C., Rentn., Fettstr. 19, H. 1, ✉ 6 xyxy=(220,386,394,399)
directory-entry: – H., Erdarbtr., Borstelmannsweg 149 xyxy=(1096,345,1295,358)
directory-entry: – Aug., Hammer Deich 25b, ✉ 26 xyxy=(804,1380,977,1393)
adjacent-line: – W xyxy=(1529,937,1549,950)
directory-entry: – J., Reichsb.-Schaffn., Heidhörn 26, ✉ 33 xyxy=(220,1624,437,1637)
directory-entry: – H., Gärtn., Rentzelstr. 41, ✉ 13 xyxy=(1096,1513,1267,1526)
directory-entry: – Wwe. Caroline, Glashüttenstr. 22, ✉ 6 xyxy=(220,498,427,511)
directory-entry: – Frl. Ch., Ahrensburger Str. 8, ✉ 33 xyxy=(804,990,995,1003)
